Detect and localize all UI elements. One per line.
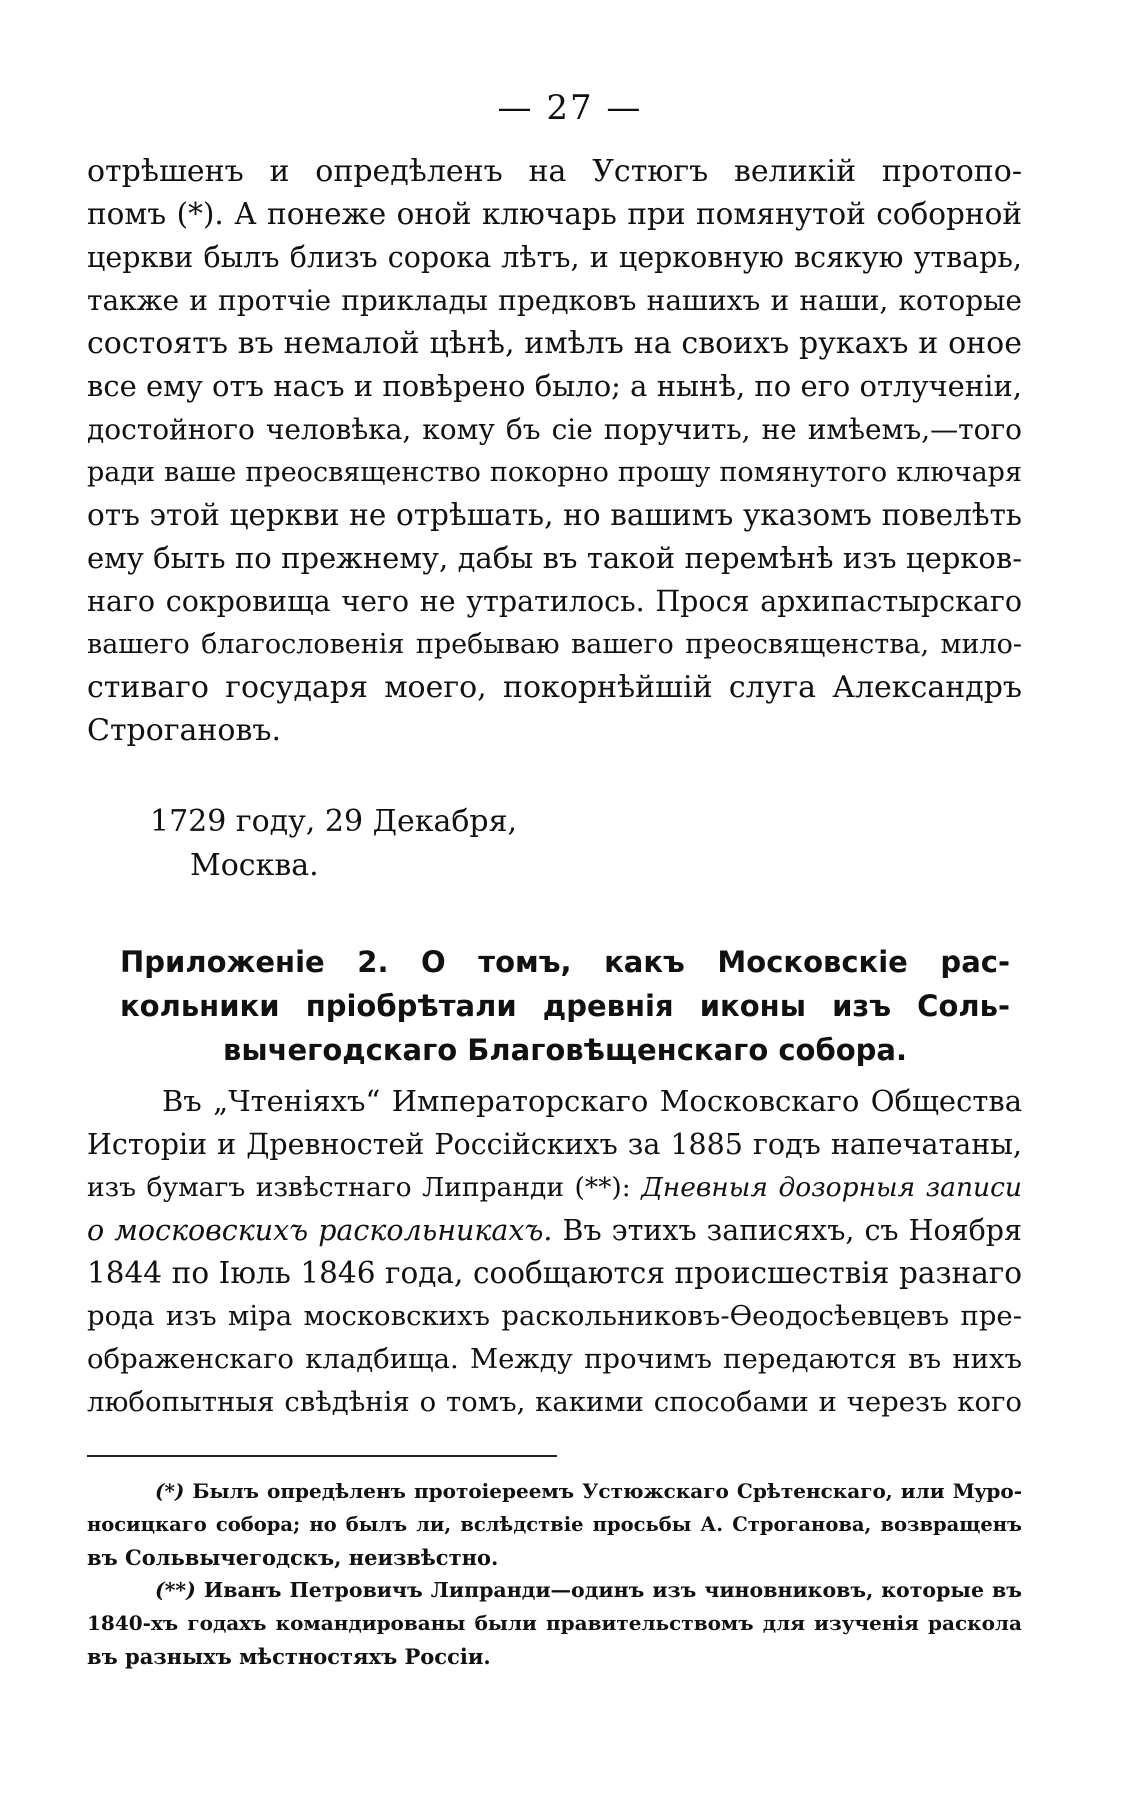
footnote-line bbox=[87, 1574, 1022, 1607]
footnote-line: въ разныхъ мѣстностяхъ Россіи. bbox=[87, 1644, 491, 1669]
footnote-line bbox=[87, 1475, 1022, 1508]
text-line: церкви былъ близъ сорока лѣтъ, и церковную всякую утварь, bbox=[87, 241, 1022, 274]
appendix-heading bbox=[120, 940, 1010, 1072]
footnote-marker: (*) bbox=[155, 1479, 185, 1503]
footnote-divider bbox=[87, 1455, 557, 1457]
footnote-line: въ Сольвычегодскъ, неизвѣстно. bbox=[87, 1545, 499, 1570]
footnote-line: носицкаго собора; но былъ ли, вслѣдствіе просьбы А. Строганова, возвращенъ bbox=[87, 1513, 1022, 1536]
text-line: отъ этой церкви не отрѣшать, но вашимъ указомъ повелѣть bbox=[87, 498, 1022, 532]
page-number: — 27 — bbox=[497, 88, 643, 128]
text-line: Исторіи и Древностей Россійскихъ за 1885 годъ напечатаны, bbox=[87, 1128, 1022, 1161]
text-run: Былъ опредѣленъ протоіереемъ Устюжскаго Срѣтенскаго, или Мyро- bbox=[184, 1479, 1022, 1503]
text-run: изъ бумагъ извѣстнаго Липранди (**): bbox=[87, 1172, 642, 1203]
text-line: стиваго государя моего, покорнѣйшій слуга Александръ bbox=[87, 670, 1022, 705]
letter-place: Москва. bbox=[190, 848, 319, 883]
text-line: все ему отъ насъ и повѣрено было; а нынѣ, по его отлученіи, bbox=[87, 369, 1022, 403]
letter-body bbox=[87, 150, 1022, 752]
italic-title-run: о московскихъ раскольникахъ. bbox=[87, 1214, 553, 1247]
italic-title-run: Дневныя дозорныя записи bbox=[641, 1172, 1022, 1203]
letter-date: 1729 году, 29 Декабря, bbox=[150, 804, 518, 839]
text-line bbox=[87, 1209, 1022, 1252]
text-line: отрѣшенъ и опредѣленъ на Устюгъ великій протопо- bbox=[87, 154, 1022, 189]
dateline bbox=[150, 800, 1085, 888]
text-line bbox=[87, 1166, 1022, 1209]
heading-line: кольники пріобрѣтали древнія иконы изъ Соль- bbox=[120, 989, 1010, 1023]
text-line: Строгановъ. bbox=[87, 713, 281, 748]
body-paragraph bbox=[87, 1080, 1022, 1424]
text-line: помъ (*). А понеже оной ключарь при помянутой соборной bbox=[87, 197, 1022, 231]
text-line: ображенскаго кладбища. Между прочимъ передаются въ нихъ bbox=[87, 1343, 1022, 1375]
text-line: ему быть по прежнему, дабы въ такой перемѣнѣ изъ церков- bbox=[87, 541, 1022, 575]
heading-line: Приложеніе 2. О томъ, какъ Московскіе рас- bbox=[120, 945, 1010, 979]
text-run: Иванъ Петровичъ Липранди—одинъ изъ чиновниковъ, которые въ bbox=[195, 1578, 1022, 1602]
text-line: ради ваше преосвященство покорно прошу помянутого ключаря bbox=[87, 457, 1022, 488]
text-line: Въ „Чтеніяхъ“ Императорскаго Московскаго Общества bbox=[162, 1084, 1022, 1118]
text-line: также и протчіе приклады предковъ нашихъ и наши, которые bbox=[87, 284, 1022, 317]
text-line: 1844 по Іюль 1846 года, сообщаются происшествія разнаго bbox=[87, 1256, 1022, 1290]
text-line: наго сокровища чего не утратилось. Прося архипастырскаго bbox=[87, 585, 1022, 618]
footnote-line: 1840-хъ годахъ командированы были правительствомъ для изученія раскола bbox=[87, 1611, 1022, 1635]
text-line: достойного человѣка, кому бъ сіе поручить, не имѣемъ,—того bbox=[87, 413, 1022, 446]
text-line: вашего благословенія пребываю вашего преосвященства, мило- bbox=[87, 629, 1022, 660]
text-run: Въ этихъ записяхъ, съ Ноября bbox=[552, 1214, 1022, 1247]
text-line: любопытныя свѣдѣнія о томъ, какими способами и черезъ кого bbox=[87, 1386, 1022, 1418]
text-line: рода изъ міра московскихъ раскольниковъ-Ѳеодосѣевцевъ пре- bbox=[87, 1300, 1022, 1332]
heading-line: вычегодскаго Благовѣщенскаго собора. bbox=[223, 1033, 907, 1067]
footnote-marker: (**) bbox=[155, 1578, 196, 1602]
text-line: состоятъ въ немалой цѣнѣ, имѣлъ на своихъ рукахъ и оное bbox=[87, 326, 1022, 361]
footnotes bbox=[87, 1475, 1022, 1673]
